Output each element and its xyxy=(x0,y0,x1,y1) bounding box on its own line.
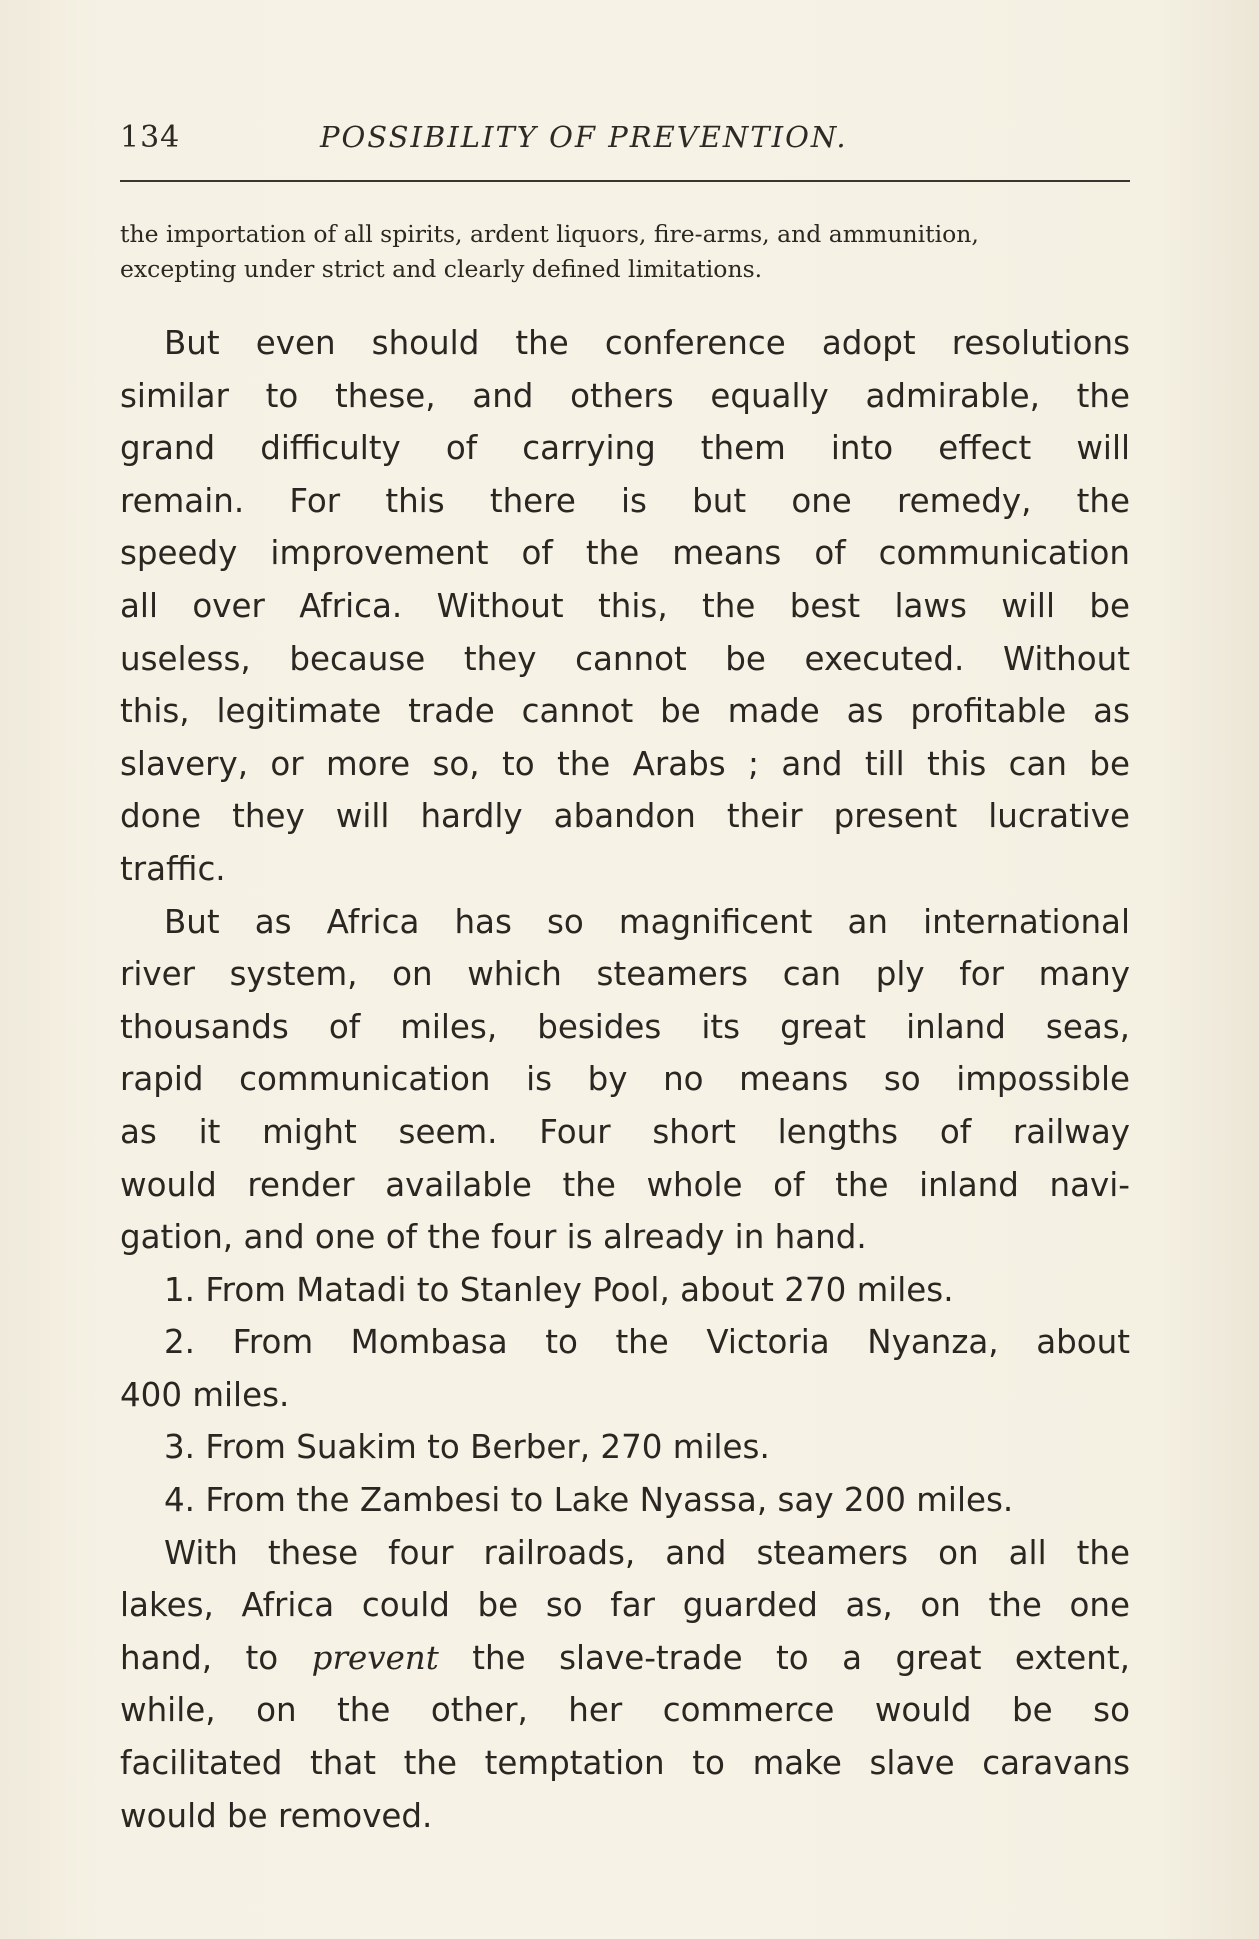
text-line: would be removed. xyxy=(120,1796,433,1835)
text-line: facilitated that the temptation to make slave caravans xyxy=(120,1744,1130,1783)
text-segment: hand, to xyxy=(120,1638,279,1677)
footnote-line: excepting under strict and clearly defined limitations. xyxy=(120,255,763,283)
text-line: speedy improvement of the means of communication xyxy=(120,534,1130,573)
text-line: With these four railroads, and steamers on all the xyxy=(164,1533,1130,1572)
body-text xyxy=(120,317,1130,1842)
text-line: thousands of miles, besides its great inland seas, xyxy=(120,1007,1130,1046)
text-line: remain. For this there is but one remedy, the xyxy=(120,481,1130,520)
text-line: 400 miles. xyxy=(120,1375,290,1414)
page-header xyxy=(120,116,1130,164)
emphasis-prevent: prevent xyxy=(311,1638,439,1677)
text-line: useless, because they cannot be executed. Without xyxy=(120,639,1130,678)
list-item: 2. From Mombasa to the Victoria Nyanza, about xyxy=(164,1323,1130,1362)
text-line-with-emphasis xyxy=(120,1632,1130,1685)
text-line: rapid communication is by no means so impossible xyxy=(120,1060,1130,1099)
list-item: 1. From Matadi to Stanley Pool, about 270 miles. xyxy=(164,1270,954,1309)
page-number: 134 xyxy=(120,120,181,155)
text-line: while, on the other, her commerce would be so xyxy=(120,1691,1130,1730)
text-line: grand difficulty of carrying them into effect will xyxy=(120,429,1130,468)
text-line: all over Africa. Without this, the best laws will be xyxy=(120,586,1130,625)
footnote-line: the importation of all spirits, ardent liquors, fire-arms, and ammunition, xyxy=(120,220,979,248)
text-line: as it might seem. Four short lengths of railway xyxy=(120,1112,1130,1151)
header-rule xyxy=(120,180,1130,182)
text-line: done they will hardly abandon their present lucrative xyxy=(120,797,1130,836)
text-line: traffic. xyxy=(120,849,226,888)
text-line: But as Africa has so magnificent an international xyxy=(164,902,1130,941)
footnote-continuation xyxy=(120,217,1130,287)
text-line: this, legitimate trade cannot be made as profitable as xyxy=(120,692,1130,731)
text-line: gation, and one of the four is already in hand. xyxy=(120,1218,867,1257)
text-line: But even should the conference adopt resolutions xyxy=(164,324,1130,362)
list-item: 4. From the Zambesi to Lake Nyassa, say 200 miles. xyxy=(164,1481,1014,1520)
text-line: river system, on which steamers can ply for many xyxy=(120,955,1130,994)
list-item: 3. From Suakim to Berber, 270 miles. xyxy=(164,1428,770,1467)
text-line: lakes, Africa could be so far guarded as, on the one xyxy=(120,1586,1130,1625)
text-line: similar to these, and others equally admirable, the xyxy=(120,376,1130,415)
text-segment: the slave-trade to a great extent, xyxy=(472,1638,1130,1677)
text-line: would render available the whole of the inland navi- xyxy=(120,1165,1130,1204)
running-title: POSSIBILITY OF PREVENTION. xyxy=(320,120,848,154)
text-line: slavery, or more so, to the Arabs ; and till this can be xyxy=(120,744,1130,783)
